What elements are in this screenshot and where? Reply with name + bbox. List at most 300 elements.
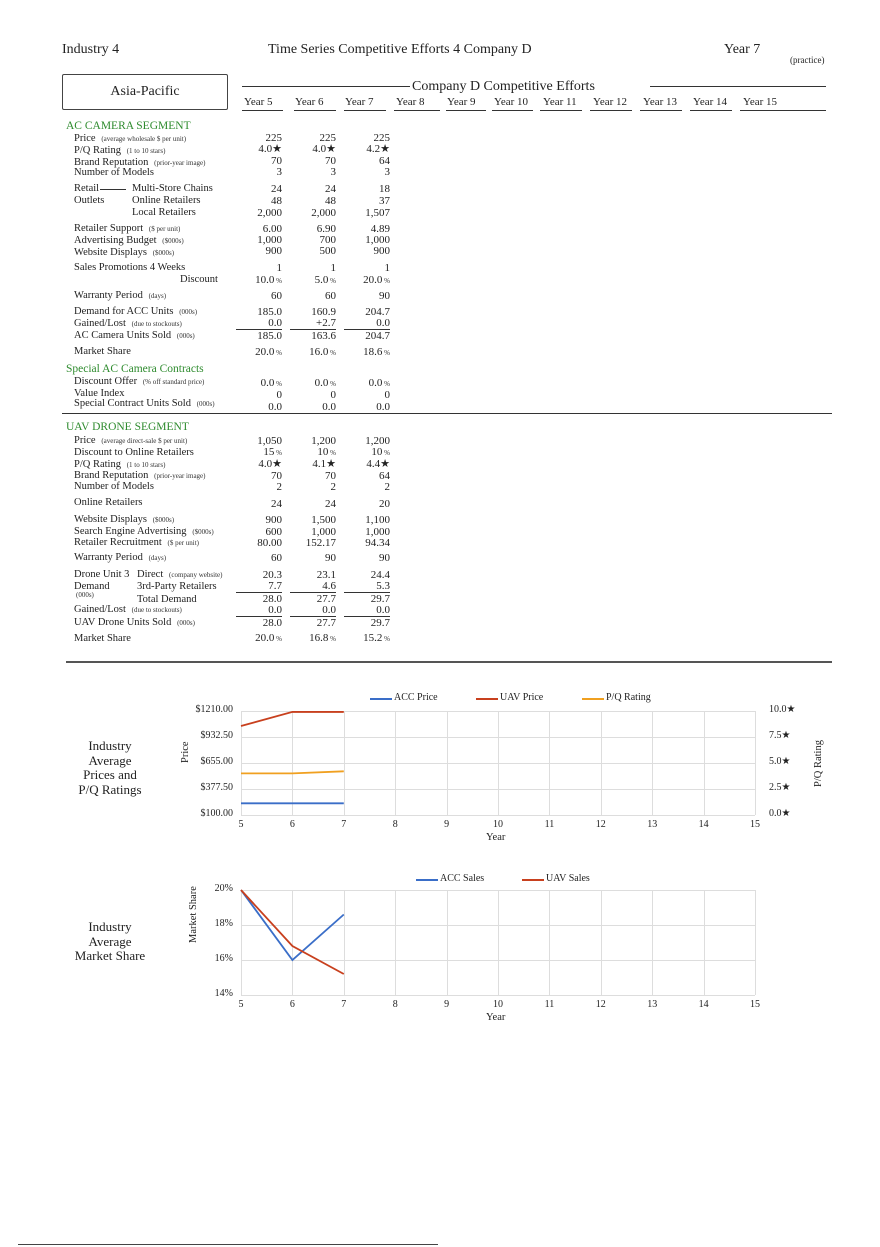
ac-pq-label — [74, 145, 165, 157]
ac-share-label — [74, 346, 131, 357]
chart-x-tick: 14 — [698, 819, 709, 830]
chart-y2-tick: 10.0★ — [769, 704, 796, 715]
special-contracts-title: Special AC Camera Contracts — [66, 363, 204, 375]
title-rule-right — [650, 86, 826, 87]
ac-warranty-label-note: (days) — [146, 292, 167, 300]
ac-gained-label-text: Gained/Lost — [74, 318, 126, 329]
ac-multi-label — [132, 183, 213, 194]
ac-disc-value — [344, 275, 390, 287]
ac-retail-label — [74, 183, 99, 194]
ac-brand-value — [344, 156, 390, 167]
ac-local-label-text: Local Retailers — [132, 207, 196, 218]
uav-models-value — [236, 482, 282, 493]
chart-side-title-line: Prices and — [83, 767, 137, 782]
industry-label: Industry 4 — [62, 42, 120, 57]
ac-support-value-text: 4.89 — [370, 223, 390, 235]
legend-swatch — [582, 698, 604, 700]
uav-price-value — [290, 436, 336, 447]
ac-online-label — [132, 195, 201, 206]
uav-price-value — [236, 436, 282, 447]
uav-sold-label — [74, 617, 195, 629]
uav-gained-value-text: 0.0 — [268, 604, 282, 616]
year-underline — [590, 110, 632, 111]
ac-pq-label-text: P/Q Rating — [74, 145, 121, 156]
uav-warranty-value-text: 90 — [325, 552, 336, 564]
legend-swatch — [370, 698, 392, 700]
chart-x-tick: 6 — [289, 999, 295, 1010]
ac-sold-value-text: 185.0 — [257, 330, 282, 342]
uav-warranty-label-note: (days) — [146, 554, 167, 562]
ac-sold-value — [290, 331, 336, 342]
percent-sign: % — [328, 277, 336, 285]
ac-special-sold-value-text: 0.0 — [376, 401, 390, 413]
ac-warranty-value — [344, 291, 390, 302]
year-header-11: Year 11 — [543, 96, 577, 108]
ac-online-value-text: 37 — [379, 195, 390, 207]
ac-offer-label-text: Discount Offer — [74, 376, 138, 387]
uav-total-value-text: 29.7 — [370, 593, 390, 605]
ac-pq-value — [290, 144, 336, 155]
uav-pq-value — [344, 459, 390, 470]
uav-share-value-text: 16.8 — [309, 632, 329, 644]
uav-share-value — [290, 633, 336, 645]
percent-sign: % — [274, 277, 282, 285]
uav-online-value — [344, 499, 390, 510]
ac-gained-value — [236, 318, 282, 330]
ac-demand-value-text: 160.9 — [311, 306, 336, 318]
percent-sign: % — [328, 349, 336, 357]
uav-gained-value-text: 0.0 — [322, 604, 336, 616]
chart-x-tick: 12 — [595, 999, 606, 1010]
year-underline — [242, 110, 283, 111]
uav-web-label-text: Website Displays — [74, 514, 147, 525]
ac-models-value-text: 3 — [276, 166, 282, 178]
chart-vgrid — [344, 890, 345, 995]
chart-y-tick: $655.00 — [200, 756, 233, 767]
ac-online-value-text: 48 — [271, 195, 282, 207]
year-underline — [540, 110, 582, 111]
ac-value-index-value-text: 0 — [384, 389, 390, 401]
uav-drone-label-text: Drone Unit 3 — [74, 569, 130, 580]
ac-brand-value-text: 70 — [271, 155, 282, 167]
ac-pq-value-text: 4.2★ — [366, 143, 390, 155]
ac-web-value-text: 900 — [373, 245, 390, 257]
ac-promo-value-text: 1 — [384, 262, 390, 274]
year-header-10: Year 10 — [494, 96, 529, 108]
ac-pq-value-text: 4.0★ — [312, 143, 336, 155]
year-header-6: Year 6 — [295, 96, 324, 108]
ac-models-value-text: 3 — [384, 166, 390, 178]
ac-adv-value-text: 700 — [319, 234, 336, 246]
percent-sign: % — [274, 635, 282, 643]
ac-offer-value-text: 0.0 — [314, 377, 329, 389]
segment-divider — [62, 413, 832, 414]
ac-pq-value — [236, 144, 282, 155]
chart-x-tick: 5 — [238, 999, 244, 1010]
uav-demand-label-text: Demand — [74, 581, 110, 592]
chart-y2-label: P/Q Rating — [813, 740, 824, 787]
chart-y-tick: 20% — [214, 883, 233, 894]
ac-special-sold-value — [344, 402, 390, 413]
ac-demand-label-note: (000s) — [177, 308, 198, 316]
ac-models-value-text: 3 — [330, 166, 336, 178]
chart-hgrid — [241, 815, 755, 816]
ac-special-sold-value — [236, 402, 282, 413]
ac-promo-value-text: 1 — [276, 262, 282, 274]
ac-share-value — [344, 347, 390, 359]
ac-multi-value-text: 24 — [325, 183, 336, 195]
ac-sold-value-text: 163.6 — [311, 330, 336, 342]
uav-warranty-label-text: Warranty Period — [74, 552, 143, 563]
ac-online-value-text: 48 — [325, 195, 336, 207]
ac-demand-label-text: Demand for ACC Units — [74, 306, 174, 317]
footer-rule — [18, 1244, 438, 1245]
ac-sold-value — [236, 331, 282, 342]
ac-special-sold-label — [74, 398, 215, 410]
uav-disc-value-text: 15 — [263, 446, 275, 458]
uav-sold-label-note: (000s) — [175, 619, 195, 627]
chart-side-title-line: P/Q Ratings — [78, 781, 142, 797]
uav-direct-label — [137, 569, 222, 581]
uav-price-value — [344, 436, 390, 447]
chart-x-label: Year — [486, 832, 506, 843]
uav-gained-value — [344, 605, 390, 617]
uav-disc-value-text: 10 — [371, 446, 383, 458]
chart-x-tick: 10 — [493, 999, 503, 1010]
ac-models-label-text: Number of Models — [74, 167, 154, 178]
uav-web-value — [290, 515, 336, 526]
legend-swatch — [522, 879, 544, 881]
ac-promo-value-text: 1 — [330, 262, 336, 274]
ac-models-value — [344, 167, 390, 178]
chart-side-title-line: Market Share — [74, 948, 146, 963]
ac-price-value-text: 225 — [319, 132, 336, 144]
ac-support-label-text: Retailer Support — [74, 223, 144, 234]
uav-direct-value-text: 20.3 — [262, 569, 282, 581]
ac-disc-value-text: 5.0 — [314, 274, 329, 286]
ac-pq-value-text: 4.0★ — [258, 143, 282, 155]
page-title: Time Series Competitive Efforts 4 Company D — [268, 42, 532, 57]
uav-recruit-value-text: 94.34 — [365, 537, 390, 549]
uav-total-value-text: 27.7 — [316, 593, 336, 605]
chart-vgrid — [498, 890, 499, 995]
ac-price-value-text: 225 — [373, 132, 390, 144]
uav-warranty-value — [236, 553, 282, 564]
ac-section-title: AC CAMERA SEGMENT — [66, 120, 191, 132]
chart-y2-tick: 5.0★ — [769, 756, 791, 767]
ac-online-value — [344, 196, 390, 207]
uav-drone-label — [74, 569, 129, 580]
uav-price-value-text: 1,200 — [365, 435, 390, 447]
chart-x-tick: 13 — [647, 819, 658, 830]
percent-sign: % — [274, 380, 282, 388]
uav-price-value-text: 1,050 — [257, 435, 282, 447]
legend-swatch — [476, 698, 498, 700]
ac-web-value — [290, 246, 336, 257]
uav-share-value-text: 20.0 — [255, 632, 275, 644]
ac-online-label-text: Online Retailers — [132, 195, 201, 206]
ac-sold-label-text: AC Camera Units Sold — [74, 330, 172, 341]
region-label: Asia-Pacific — [110, 84, 180, 99]
uav-recruit-label-note: ($ per unit) — [165, 539, 200, 547]
chart-x-tick: 12 — [595, 819, 606, 830]
ac-pq-value — [344, 144, 390, 155]
legend-label: ACC Sales — [440, 873, 485, 884]
percent-sign: % — [382, 380, 390, 388]
ac-local-value-text: 2,000 — [311, 207, 336, 219]
ac-share-value-text: 18.6 — [363, 346, 383, 358]
year-header-7: Year 7 — [345, 96, 374, 108]
chart-y-label: Price — [180, 741, 191, 763]
uav-direct-label-note: (company website) — [167, 571, 223, 579]
uav-models-value-text: 2 — [330, 481, 336, 493]
uav-price-value-text: 1,200 — [311, 435, 336, 447]
chart-vgrid — [395, 890, 396, 995]
year-underline — [446, 110, 486, 111]
ac-multi-value-text: 18 — [379, 183, 390, 195]
ac-adv-value-text: 1,000 — [257, 234, 282, 246]
chart-y-tick: 16% — [214, 953, 233, 964]
chart-x-tick: 9 — [444, 999, 450, 1010]
legend-swatch — [416, 879, 438, 881]
uav-pq-value — [290, 459, 336, 470]
ac-support-value-text: 6.90 — [316, 223, 336, 235]
ac-price-label-text: Price — [74, 133, 96, 144]
ac-sold-label-note: (000s) — [175, 332, 195, 340]
ac-promo-label — [74, 262, 185, 273]
uav-third-value — [344, 581, 390, 593]
ac-multi-value — [236, 184, 282, 195]
uav-models-value — [344, 482, 390, 493]
uav-sea-label-text: Search Engine Advertising — [74, 526, 187, 537]
uav-pq-value-text: 4.1★ — [312, 458, 336, 470]
ac-outlets-label-text: Outlets — [74, 195, 105, 206]
ac-local-label — [132, 207, 196, 218]
chart-y2-tick: 7.5★ — [769, 730, 791, 741]
ac-share-value-text: 16.0 — [309, 346, 329, 358]
uav-web-value-text: 1,100 — [365, 514, 390, 526]
uav-brand-value — [290, 471, 336, 482]
chart-x-tick: 7 — [341, 819, 347, 830]
chart-x-tick: 14 — [698, 999, 709, 1010]
chart-vgrid — [601, 890, 602, 995]
uav-gained-value-text: 0.0 — [376, 604, 390, 616]
ac-local-value — [236, 208, 282, 219]
ac-share-value-text: 20.0 — [255, 346, 275, 358]
uav-brand-value — [236, 471, 282, 482]
uav-price-label-text: Price — [74, 435, 96, 446]
chart-x-tick: 8 — [392, 819, 398, 830]
percent-sign: % — [382, 635, 390, 643]
ac-gained-value-text: 0.0 — [268, 317, 282, 329]
legend-label: P/Q Rating — [606, 692, 651, 703]
chart-y-tick: $932.50 — [200, 730, 233, 741]
uav-models-label-text: Number of Models — [74, 481, 154, 492]
legend-label: UAV Sales — [546, 873, 590, 884]
ac-brand-value — [290, 156, 336, 167]
uav-sold-value-text: 29.7 — [370, 617, 390, 629]
uav-share-value-text: 15.2 — [363, 632, 383, 644]
ac-warranty-value — [290, 291, 336, 302]
legend-label: ACC Price — [394, 692, 438, 703]
uav-online-value — [290, 499, 336, 510]
ac-web-label — [74, 247, 174, 259]
chart-x-tick: 15 — [750, 999, 760, 1010]
ac-discount-label-text: Discount — [180, 274, 218, 285]
uav-third-value-text: 7.7 — [268, 580, 282, 592]
uav-online-label — [74, 497, 143, 508]
uav-models-value-text: 2 — [384, 481, 390, 493]
uav-web-value-text: 900 — [265, 514, 282, 526]
ac-web-label-text: Website Displays — [74, 247, 147, 258]
title-rule-left — [242, 86, 410, 87]
uav-sea-value-text: 1,000 — [365, 526, 390, 538]
ac-price-label — [74, 133, 186, 145]
chart-hgrid — [241, 737, 755, 738]
ac-offer-value — [236, 378, 282, 390]
ac-warranty-value-text: 90 — [379, 290, 390, 302]
practice-label: (practice) — [790, 55, 825, 65]
ac-disc-value — [290, 275, 336, 287]
uav-direct-value-text: 23.1 — [316, 569, 336, 581]
uav-total-label-text: Total Demand — [137, 594, 197, 605]
uav-disc-label — [74, 447, 194, 458]
ac-gained-label — [74, 318, 182, 330]
percent-sign: % — [328, 380, 336, 388]
ac-retail-label-text: Retail — [74, 183, 100, 194]
uav-web-value — [344, 515, 390, 526]
uav-brand-value-text: 70 — [325, 470, 336, 482]
uav-share-label — [74, 633, 131, 644]
uav-gained-label — [74, 604, 182, 616]
ac-brand-label-text: Brand Reputation — [74, 157, 149, 168]
ac-warranty-value-text: 60 — [325, 290, 336, 302]
year-label: Year 7 — [724, 42, 761, 57]
uav-recruit-value — [236, 538, 282, 549]
chart-x-tick: 11 — [544, 999, 555, 1010]
uav-models-value-text: 2 — [276, 481, 282, 493]
uav-recruit-value-text: 152.17 — [305, 537, 336, 549]
ac-promo-label-text: Sales Promotions 4 Weeks — [74, 262, 186, 273]
percent-sign: % — [328, 635, 336, 643]
ac-value-index-value-text: 0 — [330, 389, 336, 401]
ac-offer-value-text: 0.0 — [260, 377, 275, 389]
uav-warranty-value — [290, 553, 336, 564]
chart-x-tick: 13 — [647, 999, 658, 1010]
chart-y2-tick: 2.5★ — [769, 782, 791, 793]
chart-vgrid — [241, 890, 242, 995]
region-box — [62, 74, 228, 110]
uav-warranty-value-text: 60 — [271, 552, 282, 564]
uav-brand-value-text: 64 — [379, 470, 390, 482]
year-underline — [740, 110, 826, 111]
ac-demand-value-text: 204.7 — [365, 306, 390, 318]
ac-warranty-value — [236, 291, 282, 302]
uav-disc-label-text: Discount to Online Retailers — [74, 447, 194, 458]
chart-hgrid — [241, 960, 755, 961]
ac-brand-label-note: (prior-year image) — [152, 159, 206, 167]
uav-third-label — [137, 581, 217, 592]
ac-special-sold-value-text: 0.0 — [268, 401, 282, 413]
retail-dash — [100, 189, 126, 190]
uav-pq-label-note: (1 to 10 stars) — [124, 461, 166, 469]
uav-brand-value-text: 70 — [271, 470, 282, 482]
uav-gained-label-text: Gained/Lost — [74, 604, 126, 615]
uav-online-value — [236, 499, 282, 510]
ac-promo-value — [236, 263, 282, 274]
uav-direct-label-text: Direct — [137, 569, 164, 580]
ac-online-value — [290, 196, 336, 207]
uav-price-label — [74, 435, 187, 447]
year-underline — [344, 110, 386, 111]
ac-models-value — [290, 167, 336, 178]
percent-sign: % — [274, 449, 282, 457]
ac-price-label-note: (average wholesale $ per unit) — [99, 135, 187, 143]
uav-gained-value — [290, 605, 336, 617]
chart-x-tick: 5 — [238, 819, 244, 830]
ac-demand-value-text: 185.0 — [257, 306, 282, 318]
uav-third-label-text: 3rd-Party Retailers — [137, 581, 217, 592]
ac-share-label-text: Market Share — [74, 346, 131, 357]
year-header-13: Year 13 — [643, 96, 678, 108]
chart-x-label: Year — [486, 1012, 506, 1023]
ac-promo-value — [344, 263, 390, 274]
ac-models-value — [236, 167, 282, 178]
chart-y2-tick: 0.0★ — [769, 808, 791, 819]
ac-disc-value — [236, 275, 282, 287]
ac-offer-value — [344, 378, 390, 390]
percent-sign: % — [274, 349, 282, 357]
uav-brand-label-text: Brand Reputation — [74, 470, 149, 481]
ac-share-value — [236, 347, 282, 359]
charts-divider — [66, 661, 832, 663]
ac-offer-value — [290, 378, 336, 390]
ac-local-value — [344, 208, 390, 219]
chart-x-tick: 7 — [341, 999, 347, 1010]
percent-sign: % — [382, 349, 390, 357]
chart-side-title-line: Average — [88, 933, 132, 949]
ac-web-label-note: ($000s) — [150, 249, 175, 257]
ac-web-value — [236, 246, 282, 257]
uav-share-label-text: Market Share — [74, 633, 131, 644]
uav-sold-value — [290, 618, 336, 629]
chart-x-tick: 6 — [289, 819, 295, 830]
uav-sold-value-text: 27.7 — [316, 617, 336, 629]
chart-hgrid — [241, 995, 755, 996]
chart-vgrid — [652, 890, 653, 995]
ac-multi-value-text: 24 — [271, 183, 282, 195]
ac-sold-value-text: 204.7 — [365, 330, 390, 342]
chart-hgrid — [241, 925, 755, 926]
uav-online-value-text: 20 — [379, 498, 390, 510]
ac-adv-value-text: 1,000 — [365, 234, 390, 246]
uav-pq-value-text: 4.4★ — [366, 458, 390, 470]
ac-support-label — [74, 223, 180, 235]
chart-side-title-line: Average — [88, 752, 132, 768]
uav-sea-label-note: ($000s) — [190, 528, 214, 536]
ac-adv-label-note: ($000s) — [160, 237, 184, 245]
year-header-12: Year 12 — [593, 96, 628, 108]
uav-warranty-value — [344, 553, 390, 564]
uav-sold-label-text: UAV Drone Units Sold — [74, 617, 172, 628]
ac-discount-label — [180, 274, 218, 285]
chart-y-label: Market Share — [188, 885, 199, 943]
chart-y-tick: 18% — [214, 918, 233, 929]
chart-vgrid — [755, 711, 756, 815]
chart-vgrid — [292, 890, 293, 995]
uav-brand-label-note: (prior-year image) — [152, 472, 206, 480]
ac-support-label-note: ($ per unit) — [147, 225, 181, 233]
